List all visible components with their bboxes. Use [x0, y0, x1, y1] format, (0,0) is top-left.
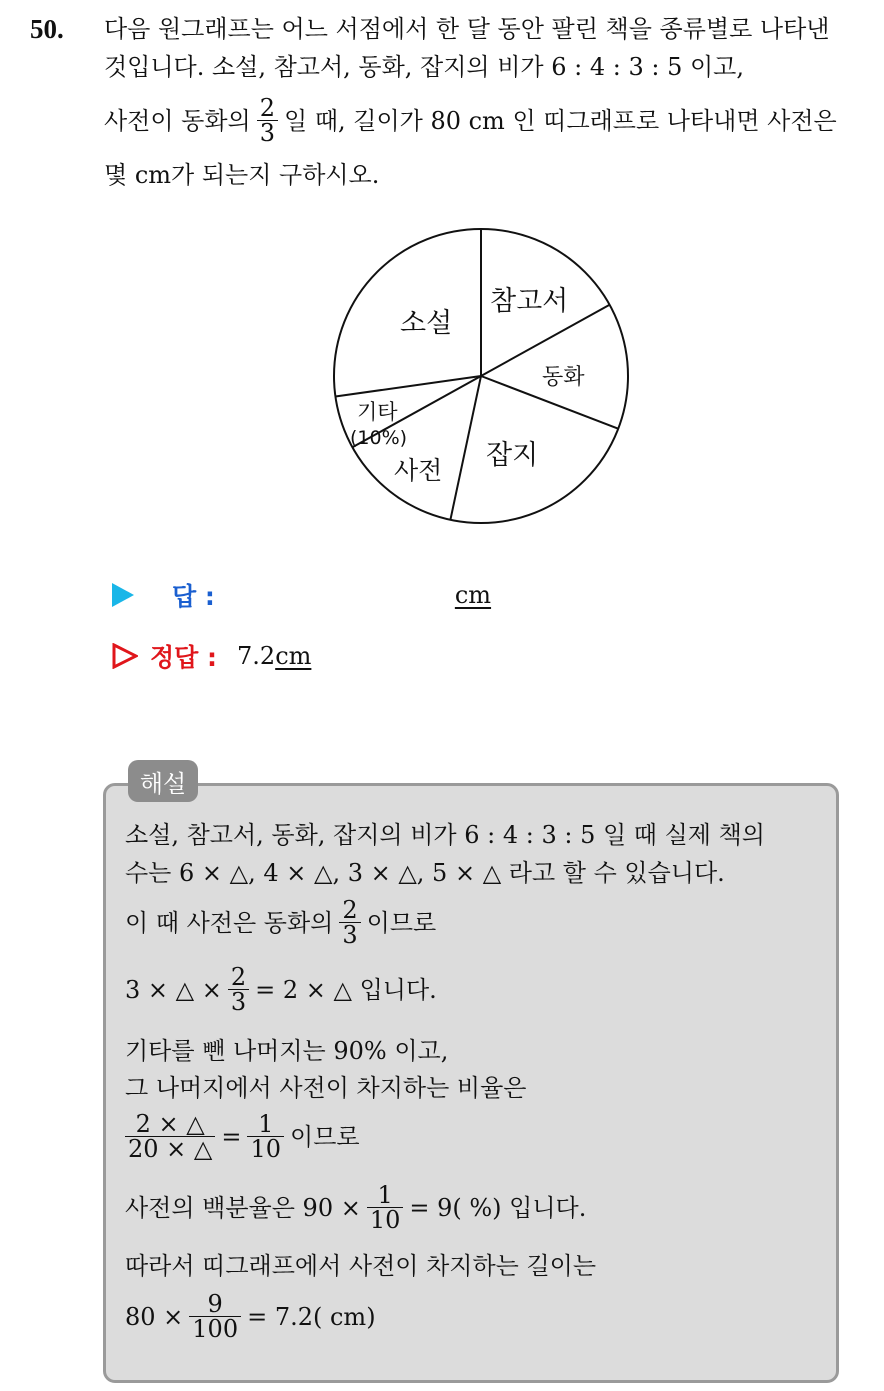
explanation-line-10	[125, 1292, 376, 1341]
question-number: 50.	[30, 14, 64, 44]
explanation-badge: 해설	[128, 760, 198, 802]
explanation-line-7	[125, 1112, 360, 1161]
pie-label-reference: 참고서	[490, 286, 569, 317]
fraction-numerator: 2 × △	[135, 1110, 205, 1138]
fraction	[228, 965, 249, 1014]
outline-arrow-icon	[112, 643, 138, 669]
play-arrow-icon	[112, 583, 134, 607]
question-line-3	[104, 96, 837, 145]
explanation-line-6: 그 나머지에서 사전이 차지하는 비율은	[125, 1074, 527, 1102]
explanation-line-3-a: 이 때 사전은 동화의	[125, 908, 334, 937]
fraction	[367, 1183, 404, 1232]
fraction-numerator: 2	[230, 963, 247, 991]
question-line-2: 것입니다. 소설, 참고서, 동화, 잡지의 비가 6 : 4 : 3 : 5 이고,	[104, 53, 744, 81]
fraction-numerator: 9	[207, 1290, 223, 1318]
explanation-line-8-b: = 9( %) 입니다.	[409, 1193, 587, 1222]
answer-label: 답 :	[172, 582, 215, 611]
correct-answer-row	[112, 638, 311, 674]
explanation-line-10-b: = 7.2( cm)	[247, 1302, 376, 1331]
correct-answer-unit: cm	[275, 642, 312, 670]
fraction-denominator: 10	[247, 1136, 284, 1161]
explanation-line-3-b: 이므로	[366, 908, 437, 937]
question-line-1: 다음 원그래프는 어느 서점에서 한 달 동안 팔린 책을 종류별로 나타낸	[104, 15, 830, 43]
fraction	[189, 1292, 241, 1341]
fraction	[125, 1112, 215, 1161]
question-line-3-text-a: 사전이 동화의	[104, 106, 251, 135]
correct-answer-value: 7.2	[237, 642, 276, 670]
fraction-denominator: 100	[189, 1316, 241, 1341]
explanation-line-1: 소설, 참고서, 동화, 잡지의 비가 6 : 4 : 3 : 5 일 때 실제 책의	[125, 821, 765, 849]
correct-answer-label: 정답 :	[150, 643, 218, 672]
answer-input[interactable]: cm	[454, 581, 492, 609]
fraction-numerator: 1	[377, 1181, 393, 1209]
explanation-line-2: 수는 6 × △, 4 × △, 3 × △, 5 × △ 라고 할 수 있습니다.	[125, 859, 725, 887]
explanation-line-10-a: 80 ×	[125, 1302, 184, 1331]
pie-label-other: 기타	[357, 400, 398, 424]
equals-sign: =	[221, 1122, 242, 1151]
fraction-denominator: 3	[339, 922, 360, 947]
fraction-numerator: 2	[259, 94, 276, 122]
pie-label-magazine: 잡지	[486, 440, 539, 471]
pie-divider-5	[335, 376, 481, 397]
pie-chart	[300, 222, 660, 532]
pie-label-dictionary: 사전	[394, 456, 443, 485]
explanation-line-8	[125, 1183, 586, 1232]
fraction	[339, 898, 360, 947]
explanation-line-4-a: 3 × △ ×	[125, 975, 222, 1004]
pie-label-fairy-tale: 동화	[542, 365, 585, 390]
fraction-denominator: 3	[257, 120, 278, 145]
explanation-line-3	[125, 898, 436, 947]
fraction-numerator: 2	[342, 896, 358, 924]
explanation-line-4-b: = 2 × △ 입니다.	[255, 975, 437, 1004]
explanation-line-7-b: 이므로	[290, 1122, 360, 1151]
fraction	[257, 96, 278, 145]
answer-row	[112, 577, 493, 613]
explanation-line-5: 기타를 뺀 나머지는 90% 이고,	[125, 1037, 449, 1065]
question-line-4: 몇 cm가 되는지 구하시오.	[104, 161, 380, 189]
fraction-denominator: 20 × △	[125, 1136, 215, 1161]
fraction-numerator: 1	[258, 1110, 274, 1138]
pie-label-other-percent: (10%)	[350, 427, 408, 449]
explanation-line-8-a: 사전의 백분율은 90 ×	[125, 1193, 361, 1222]
fraction-denominator: 10	[367, 1207, 404, 1232]
question-line-3-text-b: 일 때, 길이가 80 cm 인 띠그래프로 나타내면 사전은	[284, 106, 837, 135]
fraction-denominator: 3	[228, 989, 249, 1014]
pie-divider-3	[450, 376, 481, 520]
explanation-line-4	[125, 965, 437, 1014]
explanation-line-9: 따라서 띠그래프에서 사전이 차지하는 길이는	[125, 1252, 597, 1280]
pie-label-novel: 소설	[400, 308, 453, 339]
fraction	[247, 1112, 284, 1161]
